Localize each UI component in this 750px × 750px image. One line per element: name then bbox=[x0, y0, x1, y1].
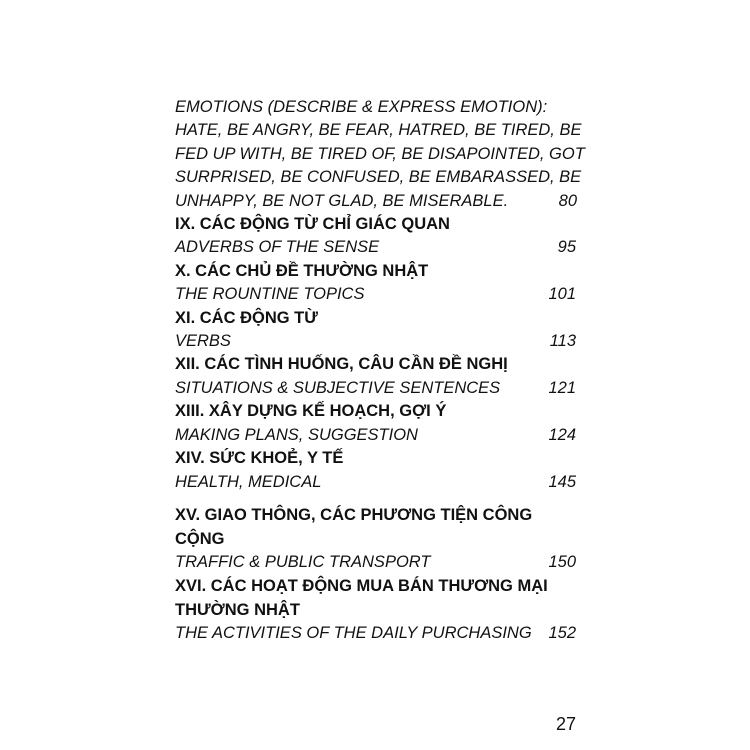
intro-line: FED UP WITH, BE TIRED OF, BE DISAPOINTED, GOT bbox=[175, 144, 585, 163]
section-subtitle: VERBS bbox=[175, 332, 231, 351]
intro-line: EMOTIONS (DESCRIBE & EXPRESS EMOTION): bbox=[175, 98, 548, 116]
section-subtitle-row bbox=[175, 236, 577, 259]
section-subtitle: THE ROUNTINE TOPICS bbox=[175, 285, 365, 304]
section-subtitle: HEALTH, MEDICAL bbox=[175, 472, 322, 491]
section-heading: XII. CÁC TÌNH HUỐNG, CÂU CẦN ĐỀ NGHỊ bbox=[175, 355, 508, 374]
intro-last-line bbox=[175, 190, 577, 213]
section-subtitle-row bbox=[175, 424, 577, 447]
intro-line: HATE, BE ANGRY, BE FEAR, HATRED, BE TIRED, BE bbox=[175, 121, 582, 140]
section-subtitle-row bbox=[175, 377, 577, 400]
section-subtitle-row bbox=[175, 330, 577, 353]
section-subtitle-row bbox=[175, 551, 577, 574]
section-page-number: 95 bbox=[557, 238, 576, 257]
section-heading: XVI. CÁC HOẠT ĐỘNG MUA BÁN THƯƠNG MẠI THƯỜNG NHẬT bbox=[175, 577, 548, 620]
section-heading: XI. CÁC ĐỘNG TỪ bbox=[175, 308, 318, 327]
section-subtitle: THE ACTIVITIES OF THE DAILY PURCHASING bbox=[175, 624, 532, 643]
section-page-number: 145 bbox=[548, 472, 576, 491]
section-page-number: 152 bbox=[548, 624, 576, 643]
section-page-number: 101 bbox=[548, 285, 576, 304]
intro-last-text: UNHAPPY, BE NOT GLAD, BE MISERABLE. bbox=[175, 191, 509, 210]
section-heading: XIV. SỨC KHOẺ, Y TẾ bbox=[175, 449, 344, 468]
section-subtitle-row bbox=[175, 622, 577, 645]
section-subtitle: TRAFFIC & PUBLIC TRANSPORT bbox=[175, 552, 431, 571]
section-subtitle: ADVERBS OF THE SENSE bbox=[175, 238, 380, 257]
section-heading: XIII. XÂY DỰNG KẾ HOẠCH, GỢI Ý bbox=[175, 402, 447, 421]
section-page-number: 150 bbox=[548, 552, 576, 571]
section-heading: IX. CÁC ĐỘNG TỪ CHỈ GIÁC QUAN bbox=[175, 215, 450, 234]
intro-line: SURPRISED, BE CONFUSED, BE EMBARASSED, BE bbox=[175, 168, 582, 187]
section-heading: X. CÁC CHỦ ĐỀ THƯỜNG NHẬT bbox=[175, 261, 429, 280]
section-subtitle-row bbox=[175, 283, 577, 306]
section-heading: XV. GIAO THÔNG, CÁC PHƯƠNG TIỆN CÔNG CỘNG bbox=[175, 505, 533, 548]
intro-block bbox=[175, 96, 585, 213]
intro-page-number: 80 bbox=[558, 191, 577, 210]
spacer bbox=[175, 494, 577, 503]
section-subtitle: SITUATIONS & SUBJECTIVE SENTENCES bbox=[175, 378, 501, 397]
table-of-contents bbox=[175, 96, 585, 646]
page-number: 27 bbox=[556, 714, 577, 734]
section-subtitle-row bbox=[175, 471, 577, 494]
section-page-number: 121 bbox=[548, 378, 576, 397]
section-page-number: 124 bbox=[548, 425, 576, 444]
section-subtitle: MAKING PLANS, SUGGESTION bbox=[175, 425, 418, 444]
section-page-number: 113 bbox=[549, 332, 576, 351]
